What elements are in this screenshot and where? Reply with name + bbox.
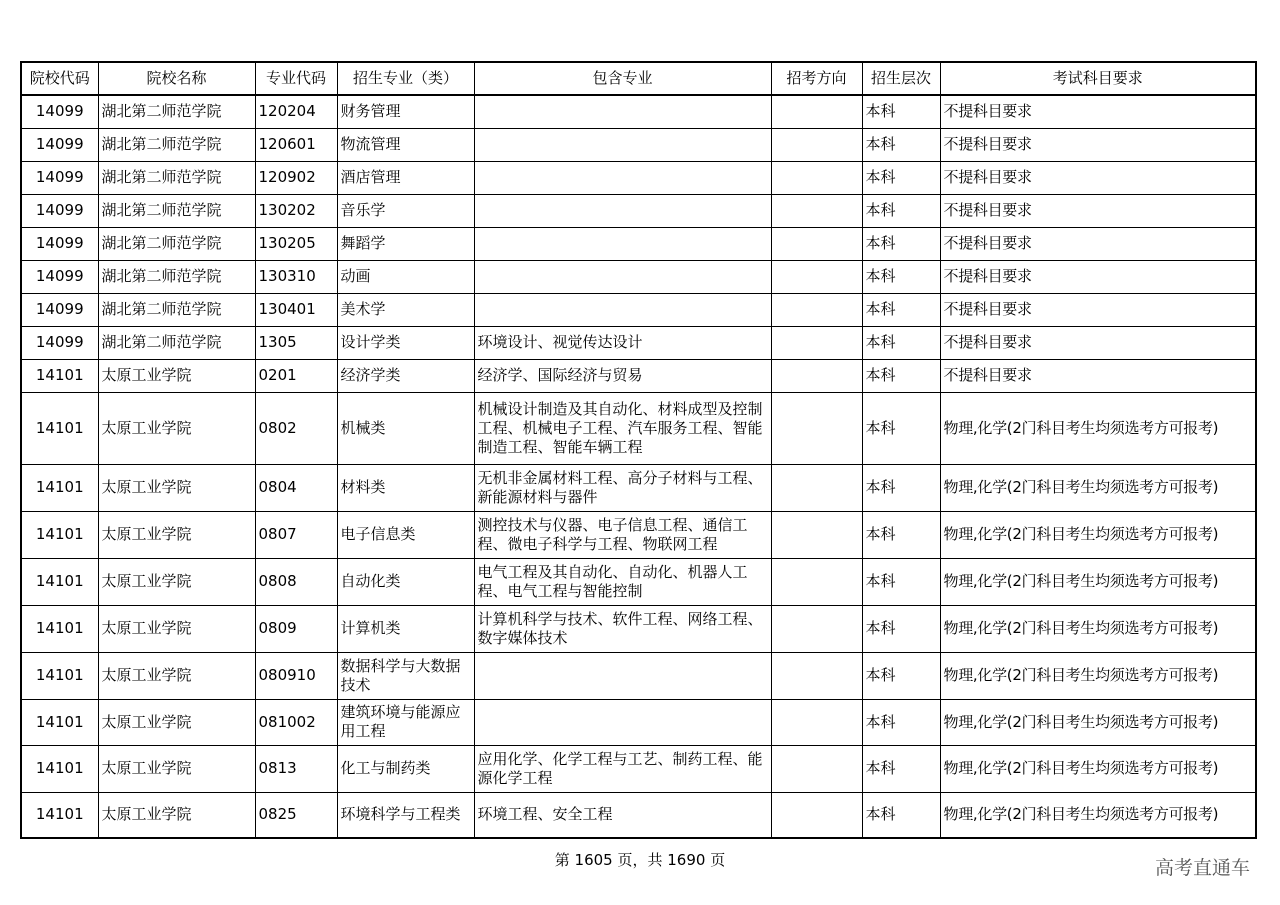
level-cell: 本科 (862, 745, 940, 792)
header-major-code: 专业代码 (255, 62, 337, 95)
major-code-cell: 120601 (255, 128, 337, 161)
direction-cell (771, 792, 862, 838)
header-level: 招生层次 (862, 62, 940, 95)
school-name-cell: 湖北第二师范学院 (98, 161, 255, 194)
direction-cell (771, 652, 862, 699)
direction-cell (771, 558, 862, 605)
included-majors-cell (474, 699, 771, 745)
level-cell: 本科 (862, 792, 940, 838)
school-code-cell: 14099 (21, 161, 98, 194)
school-name-cell: 湖北第二师范学院 (98, 194, 255, 227)
major-cell: 财务管理 (337, 95, 474, 128)
subject-requirement-cell: 物理,化学(2门科目考生均须选考方可报考) (940, 558, 1256, 605)
school-code-cell: 14099 (21, 194, 98, 227)
major-code-cell: 0201 (255, 359, 337, 392)
header-major: 招生专业（类） (337, 62, 474, 95)
level-cell: 本科 (862, 652, 940, 699)
subject-requirement-cell: 不提科目要求 (940, 161, 1256, 194)
table-row (21, 464, 1256, 511)
direction-cell (771, 227, 862, 260)
major-cell: 化工与制药类 (337, 745, 474, 792)
direction-cell (771, 95, 862, 128)
direction-cell (771, 161, 862, 194)
subject-requirement-cell: 不提科目要求 (940, 194, 1256, 227)
included-majors-cell: 机械设计制造及其自动化、材料成型及控制工程、机械电子工程、汽车服务工程、智能制造工程、智能车辆工程 (474, 392, 771, 464)
direction-cell (771, 359, 862, 392)
included-majors-cell (474, 194, 771, 227)
school-code-cell: 14101 (21, 652, 98, 699)
subject-requirement-cell: 不提科目要求 (940, 326, 1256, 359)
school-code-cell: 14099 (21, 227, 98, 260)
level-cell: 本科 (862, 161, 940, 194)
direction-cell (771, 464, 862, 511)
watermark: 高考直通车 (1154, 857, 1250, 879)
header-included-majors: 包含专业 (474, 62, 771, 95)
school-name-cell: 湖北第二师范学院 (98, 260, 255, 293)
school-code-cell: 14101 (21, 511, 98, 558)
major-cell: 酒店管理 (337, 161, 474, 194)
major-code-cell: 081002 (255, 699, 337, 745)
table-row (21, 745, 1256, 792)
level-cell: 本科 (862, 605, 940, 652)
table-row (21, 293, 1256, 326)
major-code-cell: 120204 (255, 95, 337, 128)
direction-cell (771, 745, 862, 792)
school-code-cell: 14099 (21, 260, 98, 293)
school-code-cell: 14101 (21, 464, 98, 511)
major-code-cell: 130401 (255, 293, 337, 326)
school-name-cell: 太原工业学院 (98, 605, 255, 652)
school-name-cell: 湖北第二师范学院 (98, 95, 255, 128)
major-code-cell: 130310 (255, 260, 337, 293)
major-cell: 经济学类 (337, 359, 474, 392)
school-code-cell: 14101 (21, 745, 98, 792)
major-cell: 计算机类 (337, 605, 474, 652)
major-code-cell: 0802 (255, 392, 337, 464)
table-row (21, 605, 1256, 652)
subject-requirement-cell: 物理,化学(2门科目考生均须选考方可报考) (940, 792, 1256, 838)
major-cell: 自动化类 (337, 558, 474, 605)
direction-cell (771, 392, 862, 464)
school-name-cell: 太原工业学院 (98, 699, 255, 745)
included-majors-cell: 环境工程、安全工程 (474, 792, 771, 838)
school-code-cell: 14099 (21, 95, 98, 128)
subject-requirement-cell: 不提科目要求 (940, 359, 1256, 392)
major-code-cell: 0825 (255, 792, 337, 838)
header-subject-requirement: 考试科目要求 (940, 62, 1256, 95)
level-cell: 本科 (862, 95, 940, 128)
subject-requirement-cell: 物理,化学(2门科目考生均须选考方可报考) (940, 605, 1256, 652)
admissions-table (20, 61, 1257, 839)
major-code-cell: 0807 (255, 511, 337, 558)
level-cell: 本科 (862, 511, 940, 558)
major-cell: 环境科学与工程类 (337, 792, 474, 838)
school-name-cell: 湖北第二师范学院 (98, 128, 255, 161)
table-row (21, 326, 1256, 359)
included-majors-cell (474, 260, 771, 293)
school-code-cell: 14101 (21, 558, 98, 605)
direction-cell (771, 605, 862, 652)
direction-cell (771, 699, 862, 745)
school-code-cell: 14101 (21, 392, 98, 464)
table-row (21, 227, 1256, 260)
direction-cell (771, 326, 862, 359)
major-code-cell: 130202 (255, 194, 337, 227)
school-name-cell: 太原工业学院 (98, 652, 255, 699)
level-cell: 本科 (862, 260, 940, 293)
school-name-cell: 湖北第二师范学院 (98, 326, 255, 359)
school-code-cell: 14101 (21, 605, 98, 652)
table-row (21, 194, 1256, 227)
school-name-cell: 太原工业学院 (98, 558, 255, 605)
level-cell: 本科 (862, 359, 940, 392)
included-majors-cell (474, 652, 771, 699)
major-code-cell: 0804 (255, 464, 337, 511)
included-majors-cell: 电气工程及其自动化、自动化、机器人工程、电气工程与智能控制 (474, 558, 771, 605)
subject-requirement-cell: 不提科目要求 (940, 128, 1256, 161)
table-row (21, 392, 1256, 464)
table-row (21, 792, 1256, 838)
included-majors-cell: 测控技术与仪器、电子信息工程、通信工程、微电子科学与工程、物联网工程 (474, 511, 771, 558)
major-cell: 数据科学与大数据技术 (337, 652, 474, 699)
table-row (21, 95, 1256, 128)
table-row (21, 699, 1256, 745)
included-majors-cell: 无机非金属材料工程、高分子材料与工程、新能源材料与器件 (474, 464, 771, 511)
direction-cell (771, 194, 862, 227)
level-cell: 本科 (862, 293, 940, 326)
major-code-cell: 1305 (255, 326, 337, 359)
major-cell: 建筑环境与能源应用工程 (337, 699, 474, 745)
major-cell: 材料类 (337, 464, 474, 511)
school-name-cell: 太原工业学院 (98, 464, 255, 511)
school-name-cell: 太原工业学院 (98, 511, 255, 558)
level-cell: 本科 (862, 464, 940, 511)
level-cell: 本科 (862, 558, 940, 605)
major-cell: 动画 (337, 260, 474, 293)
subject-requirement-cell: 不提科目要求 (940, 227, 1256, 260)
school-code-cell: 14101 (21, 359, 98, 392)
direction-cell (771, 511, 862, 558)
table-row (21, 511, 1256, 558)
major-cell: 物流管理 (337, 128, 474, 161)
direction-cell (771, 293, 862, 326)
school-name-cell: 太原工业学院 (98, 745, 255, 792)
level-cell: 本科 (862, 699, 940, 745)
subject-requirement-cell: 不提科目要求 (940, 293, 1256, 326)
table-row (21, 558, 1256, 605)
included-majors-cell (474, 293, 771, 326)
header-school-name: 院校名称 (98, 62, 255, 95)
school-name-cell: 太原工业学院 (98, 792, 255, 838)
subject-requirement-cell: 不提科目要求 (940, 95, 1256, 128)
major-code-cell: 080910 (255, 652, 337, 699)
level-cell: 本科 (862, 326, 940, 359)
included-majors-cell: 经济学、国际经济与贸易 (474, 359, 771, 392)
table-row (21, 161, 1256, 194)
included-majors-cell (474, 161, 771, 194)
subject-requirement-cell: 物理,化学(2门科目考生均须选考方可报考) (940, 699, 1256, 745)
header-school-code: 院校代码 (21, 62, 98, 95)
school-name-cell: 湖北第二师范学院 (98, 293, 255, 326)
direction-cell (771, 260, 862, 293)
subject-requirement-cell: 物理,化学(2门科目考生均须选考方可报考) (940, 745, 1256, 792)
included-majors-cell: 应用化学、化学工程与工艺、制药工程、能源化学工程 (474, 745, 771, 792)
major-cell: 音乐学 (337, 194, 474, 227)
header-row (21, 62, 1256, 95)
included-majors-cell (474, 227, 771, 260)
page-footer: 第 1605 页，共 1690 页 (554, 851, 726, 869)
major-code-cell: 0813 (255, 745, 337, 792)
major-cell: 电子信息类 (337, 511, 474, 558)
major-code-cell: 130205 (255, 227, 337, 260)
major-cell: 舞蹈学 (337, 227, 474, 260)
subject-requirement-cell: 物理,化学(2门科目考生均须选考方可报考) (940, 392, 1256, 464)
subject-requirement-cell: 不提科目要求 (940, 260, 1256, 293)
level-cell: 本科 (862, 128, 940, 161)
table-row (21, 128, 1256, 161)
subject-requirement-cell: 物理,化学(2门科目考生均须选考方可报考) (940, 652, 1256, 699)
table-row (21, 359, 1256, 392)
school-code-cell: 14099 (21, 326, 98, 359)
major-cell: 美术学 (337, 293, 474, 326)
included-majors-cell (474, 128, 771, 161)
school-name-cell: 太原工业学院 (98, 359, 255, 392)
level-cell: 本科 (862, 392, 940, 464)
school-name-cell: 湖北第二师范学院 (98, 227, 255, 260)
major-code-cell: 0808 (255, 558, 337, 605)
level-cell: 本科 (862, 194, 940, 227)
direction-cell (771, 128, 862, 161)
table-row (21, 260, 1256, 293)
level-cell: 本科 (862, 227, 940, 260)
school-code-cell: 14099 (21, 128, 98, 161)
included-majors-cell (474, 95, 771, 128)
included-majors-cell: 环境设计、视觉传达设计 (474, 326, 771, 359)
subject-requirement-cell: 物理,化学(2门科目考生均须选考方可报考) (940, 464, 1256, 511)
header-direction: 招考方向 (771, 62, 862, 95)
included-majors-cell: 计算机科学与技术、软件工程、网络工程、数字媒体技术 (474, 605, 771, 652)
table-body (21, 95, 1256, 838)
school-name-cell: 太原工业学院 (98, 392, 255, 464)
school-code-cell: 14099 (21, 293, 98, 326)
subject-requirement-cell: 物理,化学(2门科目考生均须选考方可报考) (940, 511, 1256, 558)
major-code-cell: 0809 (255, 605, 337, 652)
major-cell: 机械类 (337, 392, 474, 464)
table-row (21, 652, 1256, 699)
school-code-cell: 14101 (21, 792, 98, 838)
school-code-cell: 14101 (21, 699, 98, 745)
major-cell: 设计学类 (337, 326, 474, 359)
major-code-cell: 120902 (255, 161, 337, 194)
